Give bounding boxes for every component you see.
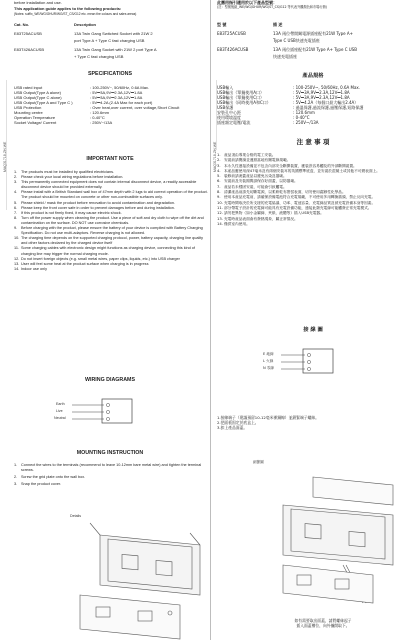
notice-title: IMPORTANT NOTE: [86, 156, 134, 162]
spec-key: 安裝孔中心距: [217, 110, 241, 115]
spec-title: SPECIFICATIONS: [87, 71, 133, 77]
spec-value: : 5V⎓3A,9V⎓2.3A,12V⎓1.8A: [90, 90, 143, 95]
note-text: If this product is not firmly fixed, it may cause electric shock.: [21, 210, 122, 215]
note-item: 14. 僅供室內使用。: [217, 222, 411, 227]
spec-key: 插座額定電壓/電流: [217, 120, 251, 125]
product-row-zh: [217, 47, 411, 59]
wire-label-live: Live: [56, 409, 63, 413]
note-item: 10. The charging time depends on the supported charging protocol, power, battery capacity, charging line quality and other factors declared by the charged device itself: [14, 236, 208, 246]
chinese-column: [213, 0, 413, 640]
note-text: Do not insert foreign objects (e.g. small metal wires, paper clips, liquids, etc.) into USB charger: [21, 256, 180, 261]
note-item: 10. 充電時間取決於所支援的充電協議、功率、電池容量、充電線品質及被充電設備本身等因素。: [217, 201, 411, 206]
notes-list-zh: [217, 153, 411, 227]
product-cat: E83T25ACUSB: [217, 31, 246, 36]
socket-illustration-zh: [253, 465, 413, 605]
note-item: 8. 清潔產品前請先切斷電源，以柔軟乾布擦拭表面，切勿使用腐蝕性化學品。: [217, 190, 411, 195]
spec-key: 使用環境溫度: [217, 115, 241, 120]
intro-line: This application guide applies to the following products:: [14, 6, 122, 12]
cat-header: Cat. No.: [14, 22, 30, 27]
note-text: 充電時間取決於所支援的充電協議、功率、電池容量、充電線品質及被充電設備本身等因素。: [224, 200, 376, 205]
socket-illustration: [60, 505, 210, 640]
spec-key: Socket Voltage/ Current: [14, 120, 57, 125]
footer-line: 如有需要取出面蓋，請將螺絲起子: [294, 618, 352, 623]
desc-line: 13A Twin Gang Socket with 21W 2 port Type A: [74, 47, 157, 52]
note-text: 本永久性連接設備並不包含內部安全斷開裝置，應裝設容易觸及的外部斷開裝置。: [224, 163, 357, 168]
note-item: 2. 安裝前請閱讀並遵照當地有關電線規範。: [217, 158, 411, 163]
spec-value: : Over heat,over current, over voltage,Short Circuit: [90, 105, 180, 110]
note-item: 9. 使用本產品充電前，請確保設備電池符合充電規範，不可使用多用轉換插頭，禁止反向充電。: [217, 195, 411, 200]
spec-title-zh: 產品規格: [302, 73, 324, 79]
spec-key: USB輸出（單獨使用C口）: [217, 95, 265, 100]
spec-table-zh: [217, 85, 411, 125]
note-text: Indoor use only: [21, 266, 47, 271]
footer-note-zh: [243, 618, 403, 628]
spec-row: [217, 120, 411, 125]
spec-value: : 120.6mm: [293, 110, 315, 115]
note-item: 5. Please shield / mask the product before renovation to avoid contamination and degradation.: [14, 201, 208, 206]
column-divider: [210, 0, 211, 640]
note-item: 6. Please keep the front cover safe in order to prevent damages before and during installation.: [14, 206, 208, 211]
product-header-zh: [217, 22, 282, 27]
note-text: Before charging with the product, please ensure the battery of your device is complied with Battery Charging Specification. Do not use multi-adaptors. Reverse charging is not allowed.: [21, 226, 203, 236]
mount-steps-zh: [217, 415, 411, 430]
spec-row: [14, 120, 210, 125]
mount-step: 1. Connect the wires to the terminals (recommend to leave 10-12mm bare metal wire) and tighten the terminal screws.: [14, 463, 208, 473]
spec-key: USB Protection: [14, 105, 42, 110]
note-item: 11. Some charging cables with electronic design might functions as charging device, connecting this kind of charging line may trigger the normal charging mode.: [14, 246, 208, 256]
spec-key: Mounting centre: [14, 110, 43, 115]
spec-value: : 5V⎓4.2A (2.4A Max for each port): [90, 100, 153, 105]
desc-line: 13A Twin Gang Switched Socket with 21W 2: [74, 31, 153, 36]
wire-label-neutral-zh: N 零線: [263, 366, 275, 370]
footer-line: 插入面蓋槽位，向外撬開取下。: [296, 623, 350, 629]
desc-line: port Type A + Type C fast charging USB: [74, 38, 145, 43]
note-text: User will feel some heat at the product surface when charging is in progress: [21, 261, 149, 266]
note-item: 1. 產品須由專業合格的電工安裝。: [217, 153, 411, 158]
product-desc: [273, 47, 411, 59]
note-item: 8. Turn off the power supply when cleaning the product. Use a piece of soft and dry cloth to wipe off the dirt and contamination on the surface. DO NOT use corrosive chemicals.: [14, 216, 208, 226]
note-item: 3. 本永久性連接設備並不包含內部安全斷開裝置，應裝設容易觸及的外部斷開裝置。: [217, 164, 411, 169]
note-item: 13. User will feel some heat at the product surface when charging is in progress: [14, 262, 208, 267]
spec-value: : 5V⎓3A,9V⎓2.3A,12V⎓1.8A: [293, 95, 350, 100]
spec-key: USB輸出（單獨使用A口）: [217, 90, 264, 95]
doc-code-en: MAQ31718-ZH-WE: [3, 141, 7, 172]
wire-label-live-zh: L 火線: [263, 359, 274, 363]
spec-value: : 250V~/13A: [90, 120, 113, 125]
spec-key: USB保護: [217, 105, 234, 110]
spec-key: USB Output(Type A and Type C ): [14, 100, 73, 105]
intro: [14, 0, 209, 17]
note-text: 本產品應使用深47毫米及有兩個安裝耳的英國標準底盒，並安裝於混凝土或其他不可燃表面上。: [224, 168, 380, 173]
note-text: Turn off the power supply when cleaning the product. Use a piece of soft and dry cloth to wipe off the dirt and contamination on the surface. DO NOT use corrosive chemicals.: [21, 215, 204, 225]
product-row-zh: [217, 31, 411, 43]
desc-header: Description: [74, 22, 97, 27]
desc-line: + Type C fast charging USB: [74, 54, 124, 59]
spec-key: USB輸出（同時使用A和C口）: [217, 100, 271, 105]
mount-step-text: Connect the wires to the terminals (recommend to leave 10-12mm bare metal wire) and tighten the terminal screws.: [21, 463, 202, 473]
spec-value: : 250V~/13A: [293, 120, 319, 125]
mount-step-text: 1.接線端子（建議預留10-12毫米裸銅線）並鎖緊端子螺絲。: [217, 415, 319, 420]
note-item: 7. If this product is not firmly fixed, it may cause electric shock.: [14, 211, 208, 216]
note-item: 11. 部分帶電子設計的充電線可能具有充電設備功能，連接此類充電線可能觸發正常充電模式。: [217, 206, 411, 211]
product-cat: E83T426ACUSB: [217, 47, 249, 52]
note-item: 6. 安裝前及安裝期間請保存好面蓋，以防損壞。: [217, 179, 411, 184]
note-text: Please shield / mask the product before renovation to avoid contamination and degradation.: [21, 200, 176, 205]
mount-step: 3. Snap the product cover.: [14, 482, 208, 487]
spec-value: : 5V⎓3A,9V⎓2.3A,12V⎓1.8A: [90, 95, 143, 100]
note-text: This permanently connected equipment does not contain internal disconnect device, a readily accessible disconnect device should be provided externally.: [21, 180, 197, 190]
product-cat: E83T25ACUSB: [14, 31, 42, 36]
spec-value: : 120.6mm: [90, 110, 109, 115]
wire-label-earth-zh: E 地線: [263, 352, 274, 356]
note-item: 5. 裝修前請遮蓋產品以避免污染及損壞。: [217, 174, 411, 179]
note-item: 12. Do not insert foreign objects (e.g. small metal wires, paper clips, liquids, etc.) into USB charger: [14, 257, 208, 262]
note-text: Please keep the front cover safe in order to prevent damages before and during installation.: [21, 205, 175, 210]
doc-code-zh: MAQ31718-ZH-WE: [213, 141, 217, 172]
intro-line: 此應用指引適用於以下產品型號：: [217, 0, 277, 5]
note-text: 請勿把異物（如小金屬線、夾紙、液體等）插入USB充電器。: [224, 211, 324, 216]
spec-key: Operation Temperature: [14, 115, 56, 120]
wire-label-neutral: Neutral: [54, 416, 66, 420]
note-text: 產品須由專業合格的電工安裝。: [224, 153, 276, 157]
english-column: [10, 0, 210, 640]
note-item: 4. 本產品應使用深47毫米及有兩個安裝耳的英國標準底盒，並安裝於混凝土或其他不可燃表面上。: [217, 169, 411, 174]
note-item: 14. Indoor use only: [14, 267, 208, 272]
desc-header-zh: 描 述: [273, 22, 283, 27]
details-label-zh: 細節圖: [253, 460, 264, 464]
note-text: 僅供室內使用。: [224, 221, 250, 226]
spec-value: : 過溫保護,過流保護,過壓保護,短路保護: [293, 105, 364, 110]
spec-value: : 0-40°C: [90, 115, 105, 120]
note-item: 9. Before charging with the product, please ensure the battery of your device is complied with Battery Charging Specification. Do not use multi-adaptors. Reverse charging is not allowed.: [14, 226, 208, 236]
note-item: 12. 請勿把異物（如小金屬線、夾紙、液體等）插入USB充電器。: [217, 211, 411, 216]
note-text: Please check your local wiring regulations before installation.: [21, 175, 124, 180]
product-row: [14, 47, 210, 59]
mount-step-text: Screw the grid plate onto the wall box.: [21, 475, 86, 480]
details-label: Details: [70, 514, 81, 518]
wiring-diagram-zh: [263, 345, 363, 383]
note-text: 安裝前及安裝期間請保存好面蓋，以防損壞。: [224, 179, 298, 184]
wire-label-earth: Earth: [56, 402, 65, 406]
intro-line: (註：型號後綴_WE/WG/GHUR/WG/ST_CS/G12 等代表外觀顏色和市場行銷): [217, 5, 328, 10]
intro-line: (Notes: suffix_WE/WG/GHUR/WG/ST_CS/G12 etc. mean the colours and sales areas): [14, 11, 137, 16]
spec-key: USB rated input: [14, 85, 43, 90]
cat-header-zh: 型 號: [217, 22, 227, 27]
wiring-title-zh: 接 線 圖: [303, 327, 323, 333]
mount-step-text: 2.把面板固定於底盒上。: [217, 420, 259, 426]
note-text: 使用本產品充電前，請確保設備電池符合充電規範，不可使用多用轉換插頭，禁止反向充電。: [224, 195, 376, 200]
mount-step-text: Snap the product cover.: [21, 482, 62, 487]
mount-steps: [14, 463, 208, 487]
wiring-diagram: [50, 395, 170, 433]
mount-step-text: 3.扣上產品面蓋。: [217, 425, 248, 431]
desc-line: 13A 兩位插座配有21W Type A+ Type C USB: [273, 47, 357, 52]
note-text: The charging time depends on the supported charging protocol, power, battery capacity, charging line quality and other factors declared by the charged device itself: [21, 236, 204, 246]
note-item: 3. This permanently connected equipment does not contain internal disconnect device, a readily accessible disconnect device should be provided externally.: [14, 180, 208, 190]
intro-line: before installation and use.: [14, 0, 62, 5]
spec-key: USB Output(Type C alone): [14, 95, 62, 100]
mount-step: 2. Screw the grid plate onto the wall box.: [14, 475, 208, 480]
note-text: 充電時產品表面會有發熱現象，屬正常情況。: [224, 216, 298, 221]
spec-table: [14, 85, 210, 125]
desc-line: Type C USB快速充電插座: [273, 38, 320, 43]
note-text: Please install with a British Standard wall box of 47mm depth with 2 lugs to aid correct operation of the product. The product should be mounted on concrete or other non-combustible surfaces only.: [21, 190, 208, 200]
wiring-title: WIRING DIAGRAMS: [84, 377, 136, 383]
spec-key: USB Output(Type A alone): [14, 90, 61, 95]
note-item: 13. 充電時產品表面會有發熱現象，屬正常情況。: [217, 217, 411, 222]
note-text: The products must be installed by qualified electricians.: [21, 170, 115, 174]
desc-line: 13A 兩位帶開關電源插座配有21W Type A+: [273, 31, 353, 36]
desc-line: 快速充電插座: [273, 54, 297, 59]
spec-value: : 100-250V~, 50/60Hz, 0.6A Max.: [293, 85, 361, 90]
spec-value: : 100-250V~, 50/60Hz, 0.6A Max.: [90, 85, 150, 90]
mounting-title: MOUNTING INSTRUCTION: [76, 450, 144, 456]
note-text: 產品若未穩固安裝，可能會引致觸電。: [224, 184, 287, 189]
note-text: 清潔產品前請先切斷電源，以柔軟乾布擦拭表面，切勿使用腐蝕性化學品。: [224, 190, 346, 195]
intro-zh: [217, 0, 411, 11]
product-desc: [74, 47, 210, 59]
product-desc: [273, 31, 411, 43]
note-item: 7. 產品若未穩固安裝，可能會引致觸電。: [217, 185, 411, 190]
note-item: 4. Please install with a British Standard wall box of 47mm depth with 2 lugs to aid correct operation of the product. The product should be mounted on concrete or other non-combustible surfaces only.: [14, 190, 208, 200]
note-text: 部分帶電子設計的充電線可能具有充電設備功能，連接此類充電線可能觸發正常充電模式。: [224, 205, 372, 210]
product-header: [14, 22, 96, 27]
note-item: 2. Please check your local wiring regulations before installation.: [14, 175, 208, 180]
spec-key: USB輸入: [217, 85, 234, 90]
product-row: [14, 31, 210, 43]
product-cat: E83T426ACUSB: [14, 47, 45, 52]
note-item: 1. The products must be installed by qualified electricians.: [14, 170, 208, 175]
spec-value: : 0-40°C: [293, 115, 310, 120]
notice-title-zh: 注 意 事 項: [296, 138, 330, 146]
note-text: 安裝前請閱讀並遵照當地有關電線規範。: [224, 158, 291, 163]
note-text: 裝修前請遮蓋產品以避免污染及損壞。: [224, 174, 287, 179]
notes-list: [14, 170, 208, 272]
spec-value: : 5V⎓4.2A（每個口最大輸出2.4A）: [293, 100, 359, 105]
note-text: Some charging cables with electronic design might functions as charging device, connecting this kind of charging line may trigger the normal charging mode.: [21, 246, 195, 256]
product-desc: [74, 31, 210, 43]
spec-value: : 5V⎓3A,9V⎓2.3A,12V⎓1.8A: [293, 90, 350, 95]
